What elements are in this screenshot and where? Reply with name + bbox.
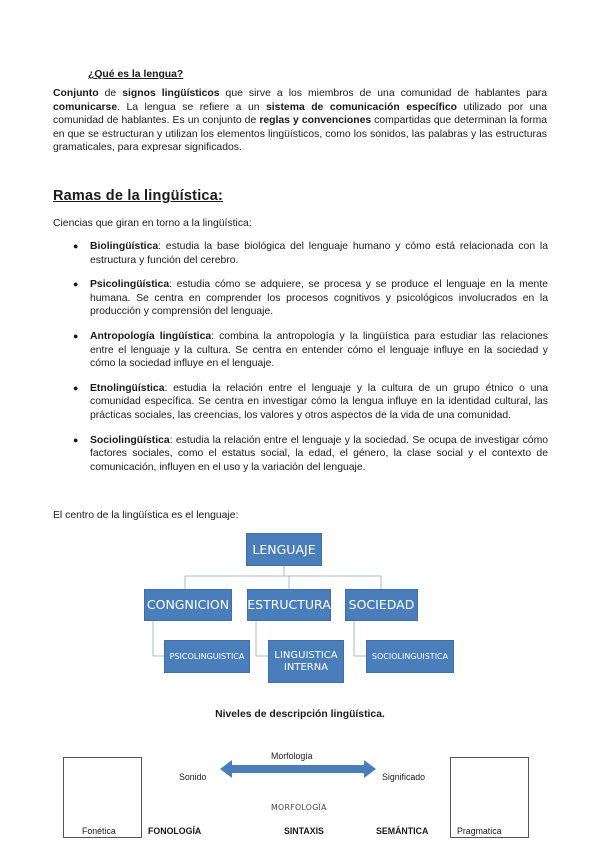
bullet-icon: ● (73, 434, 79, 445)
node-lenguaje: LENGUAJE (246, 533, 322, 566)
intro-text-run: . La lengua se refiere a un (117, 101, 267, 113)
intro-bold-run: reglas y convenciones (259, 115, 372, 127)
levels-title: Niveles de descripción lingüística. (215, 709, 385, 720)
intro-text-run: de (98, 88, 123, 99)
node-sociedad: SOCIEDAD (345, 589, 418, 621)
branch-text: : estudia cómo se adquiere, se procesa y se produce el lenguaje en la mente humana. Se centra en comprender los procesos cognitivos y psicológicos involucrados en la producción y comprensión del lenguaje. (90, 279, 548, 318)
sintaxis-label: SINTAXIS (284, 826, 324, 836)
intro-bold-run: sistema de comunicación específico (266, 101, 458, 113)
intro-text-run: que sirve a los miembros de una comunidad de hablantes para (219, 88, 547, 99)
diagram-intro: El centro de la lingüística es el lenguaje: (53, 510, 239, 521)
intro-bold-run: comunicarse (53, 101, 118, 113)
fonetica-label: Fonética (82, 826, 116, 836)
bullet-icon: ● (73, 241, 79, 251)
branch-term: Biolingüística (90, 241, 159, 252)
sonido-label: Sonido (179, 772, 207, 782)
section-title: Ramas de la lingüística: (53, 188, 223, 204)
morfologia-upper-label: MORFOLOGÍA (271, 803, 327, 812)
node-psicolinguistica: PSICOLINGUISTICA (164, 640, 250, 673)
significado-label: Significado (382, 772, 426, 782)
node-linguistica-interna: LINGUISTICA INTERNA (268, 640, 344, 683)
branch-text: : estudia la base biológica del lenguaje humano y cómo está relacionada con la estructura y función del cerebro. (90, 241, 548, 266)
fonologia-label: FONOLOGÍA (148, 826, 202, 836)
node-cognicion: CONGNICION (144, 589, 232, 621)
pragmatica-label: Pragmatica (457, 826, 502, 836)
branch-text: : combina la antropología y la lingüística para estudiar las relaciones entre el lenguaje y la cultura. Se centra en entender cómo el lenguaje influye en la sociedad y cómo la sociedad influye en el lenguaje. (90, 330, 548, 370)
branch-term: Etnolingüística (90, 382, 165, 394)
bullet-icon: ● (73, 382, 79, 393)
semantica-label: SEMÁNTICA (376, 826, 429, 836)
question-heading: ¿Qué es la lengua? (88, 69, 184, 80)
intro-bold-run: Conjunto (53, 88, 99, 99)
branch-term: Sociolingüística (90, 434, 170, 446)
bullet-icon: ● (73, 330, 79, 341)
node-sociolinguistica: SOCIOLINGUISTICA (366, 640, 454, 673)
branch-text: : estudia la relación entre el lenguaje y la sociedad. Se ocupa de investigar cómo factores sociales, como el estatus social, la edad, el género, la clase social y el contexto de comunicación, influyen en el uso y la variación del lenguaje. (90, 434, 548, 473)
branch-text: : estudia la relación entre el lenguaje y la cultura de un grupo étnico o una comunidad específica. Se centra en investigar cómo la lengua influye en la identidad cultural, las prácticas sociales, las creencias, los valores y otros aspectos de la vida de una comunidad. (90, 382, 548, 421)
bullet-icon: ● (73, 279, 79, 290)
branch-term: Antropología lingüística (90, 330, 212, 342)
section-subtitle: Ciencias que giran en torno a la lingüística: (53, 218, 252, 229)
intro-text-run: compartidas que determinan la forma en que se estructuran y utilizan los elementos lingüísticos, como los sonidos, las palabras y las estructuras gramaticales, para expresar significados. (53, 115, 547, 154)
node-estructura: ESTRUCTURA (247, 589, 331, 621)
intro-bold-run: signos lingüísticos (122, 88, 220, 99)
branch-term: Psicolingüística (90, 279, 170, 291)
intro-text-run: utilizado por una comunidad de hablantes. Es un conjunto de (53, 101, 548, 127)
morfologia-label: Morfología (271, 751, 313, 761)
double-arrow-icon (220, 760, 376, 778)
